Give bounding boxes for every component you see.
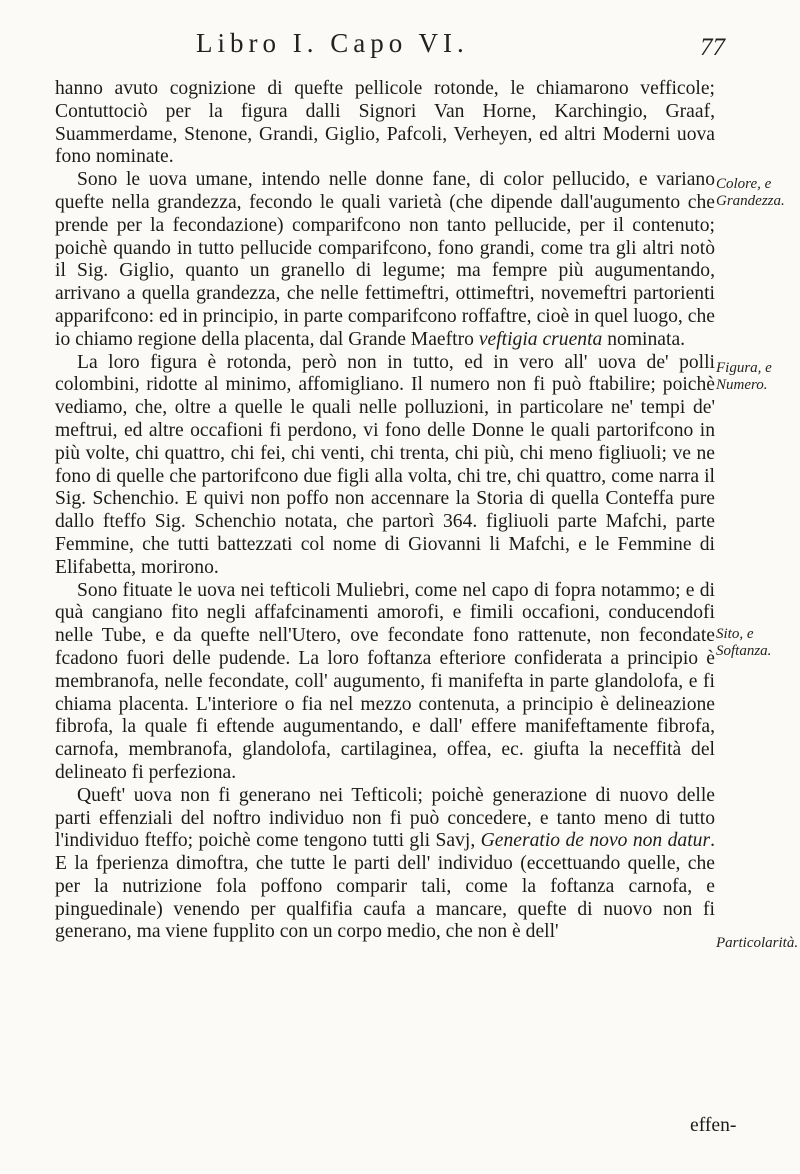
paragraph-3 <box>55 352 715 580</box>
paragraph-4-text: Sono fituate le uova nei tefticoli Muliebri, come nel capo di fopra notammo; e di quà cangiano fito negli affafcinamenti amorofi, e fimili occafioni, conducendofi nelle Tube, e da quefte nell'Utero, ove fecondate fono rattenute, non fecondate fcadono fuori delle pudende. La loro foftanza efteriore confiderata a principio è membranofa, nelle fecondate, coll' augumento, fi manifefta in parte glandolofa, e fi chiama placenta. L'interiore o fia nel mezzo contenuta, a principio è delineazione fibrofa, la quale fi eftende augumentando, e dall' effere manifeftamente fibrofa, carnofa, membranofa, glandolofa, cartilaginea, offea, ec. giufta la neceffità del delineato fi perfeziona. <box>55 579 715 783</box>
page-header <box>0 14 800 64</box>
paragraph-4 <box>55 580 715 785</box>
paragraph-1-text: hanno avuto cognizione di quefte pellicole rotonde, le chiamarono vefficole; Contuttociò per la figura dalli Signori Van Horne, Karchingio, Graaf, Suammerdame, Stenone, Grandi, Giglio, Pafcoli, Verheyen, ed altri Moderni uova fono nominate. <box>55 78 715 168</box>
body-text <box>55 78 715 944</box>
paragraph-5-text-b: . E la fperienza dimoftra, che tutte le parti dell' individuo (eccettuando quelle, che per la nutrizione fola poffono comparir tali, come la foftanza carnofa, e pinguedinale) venendo per qualfifia caufa a mancare, quefte di nuovo non fi generano, ma viene fupplito con un corpo medio, che non è dell' <box>55 830 715 943</box>
italic-phrase-vestigia: veftigia cruenta <box>478 328 603 350</box>
margin-note-figura: Figura, e Numero. <box>716 360 772 393</box>
paragraph-1 <box>55 78 715 169</box>
paragraph-2-text-b: nominata. <box>602 328 686 350</box>
page-number: 77 <box>700 34 725 61</box>
margin-note-particolarita: Particolarità. <box>716 935 799 951</box>
paragraph-5-text-a: Queft' uova non fi generano nei Tefticoli; poichè generazione di nuovo delle parti effenziali del noftro individuo non fi può concedere, e tanto meno di tutto l'individuo fteffo; poichè come tengono tutti gli Savj, <box>55 784 715 852</box>
paragraph-5 <box>55 785 715 945</box>
margin-note-sito: Sito, e Softanza. <box>716 626 772 659</box>
catchword: effen- <box>690 1115 737 1136</box>
italic-phrase-generatio: Generatio de novo non datur <box>480 830 711 852</box>
paragraph-2-text-a: Sono le uova umane, intendo nelle donne fane, di color pellucido, e variano quefte nella grandezza, fecondo le quali varietà (che dipende dall'augumento che prende per la fecondazione) comparifcono non tanto pellucide, per il contenuto; poichè quando in tutto pellucide comparifcono, fono grandi, come tra gli altri notò il Sig. Giglio, quanto un granello di legume; ma fempre più augumentando, arrivano a quella grandezza, che nelle fettimeftri, ottimeftri, novemeftri partorienti apparifcono: ed in principio, in parte comparifcono roffaftre, cioè in quel luogo, che io chiamo regione della placenta, dal Grande Maeftro <box>55 169 715 350</box>
margin-note-colore: Colore, e Grandezza. <box>716 176 785 209</box>
paragraph-3-text: La loro figura è rotonda, però non in tutto, ed in vero all' uova de' polli colombini, ridotte al minimo, affomigliano. Il numero non fi può ftabilire; poichè vediamo, che, oltre a quelle le quali nelle polluzioni, in particolare ne' tempi de' meftrui, ed altre occafioni fi perdono, vi fono delle Donne le quali partorifcono in più volte, chi quattro, chi fei, chi venti, chi trenta, chi più, chi meno figliuoli; ve ne fono di quelle che partorifcono due figli alla volta, chi tre, chi quattro, come narra il Sig. Schenchio. E quivi non poffo non accennare la Storia di quella Conteffa pure dallo fteffo Sig. Schenchio notata, che partorì 364. figliuoli parte Mafchi, parte Femmine, che tutti battezzati col nome di Giovanni li Mafchi, e le Femmine di Elifabetta, morirono. <box>55 351 715 578</box>
paragraph-2 <box>55 169 715 351</box>
running-head: Libro I. Capo VI. <box>196 28 469 58</box>
